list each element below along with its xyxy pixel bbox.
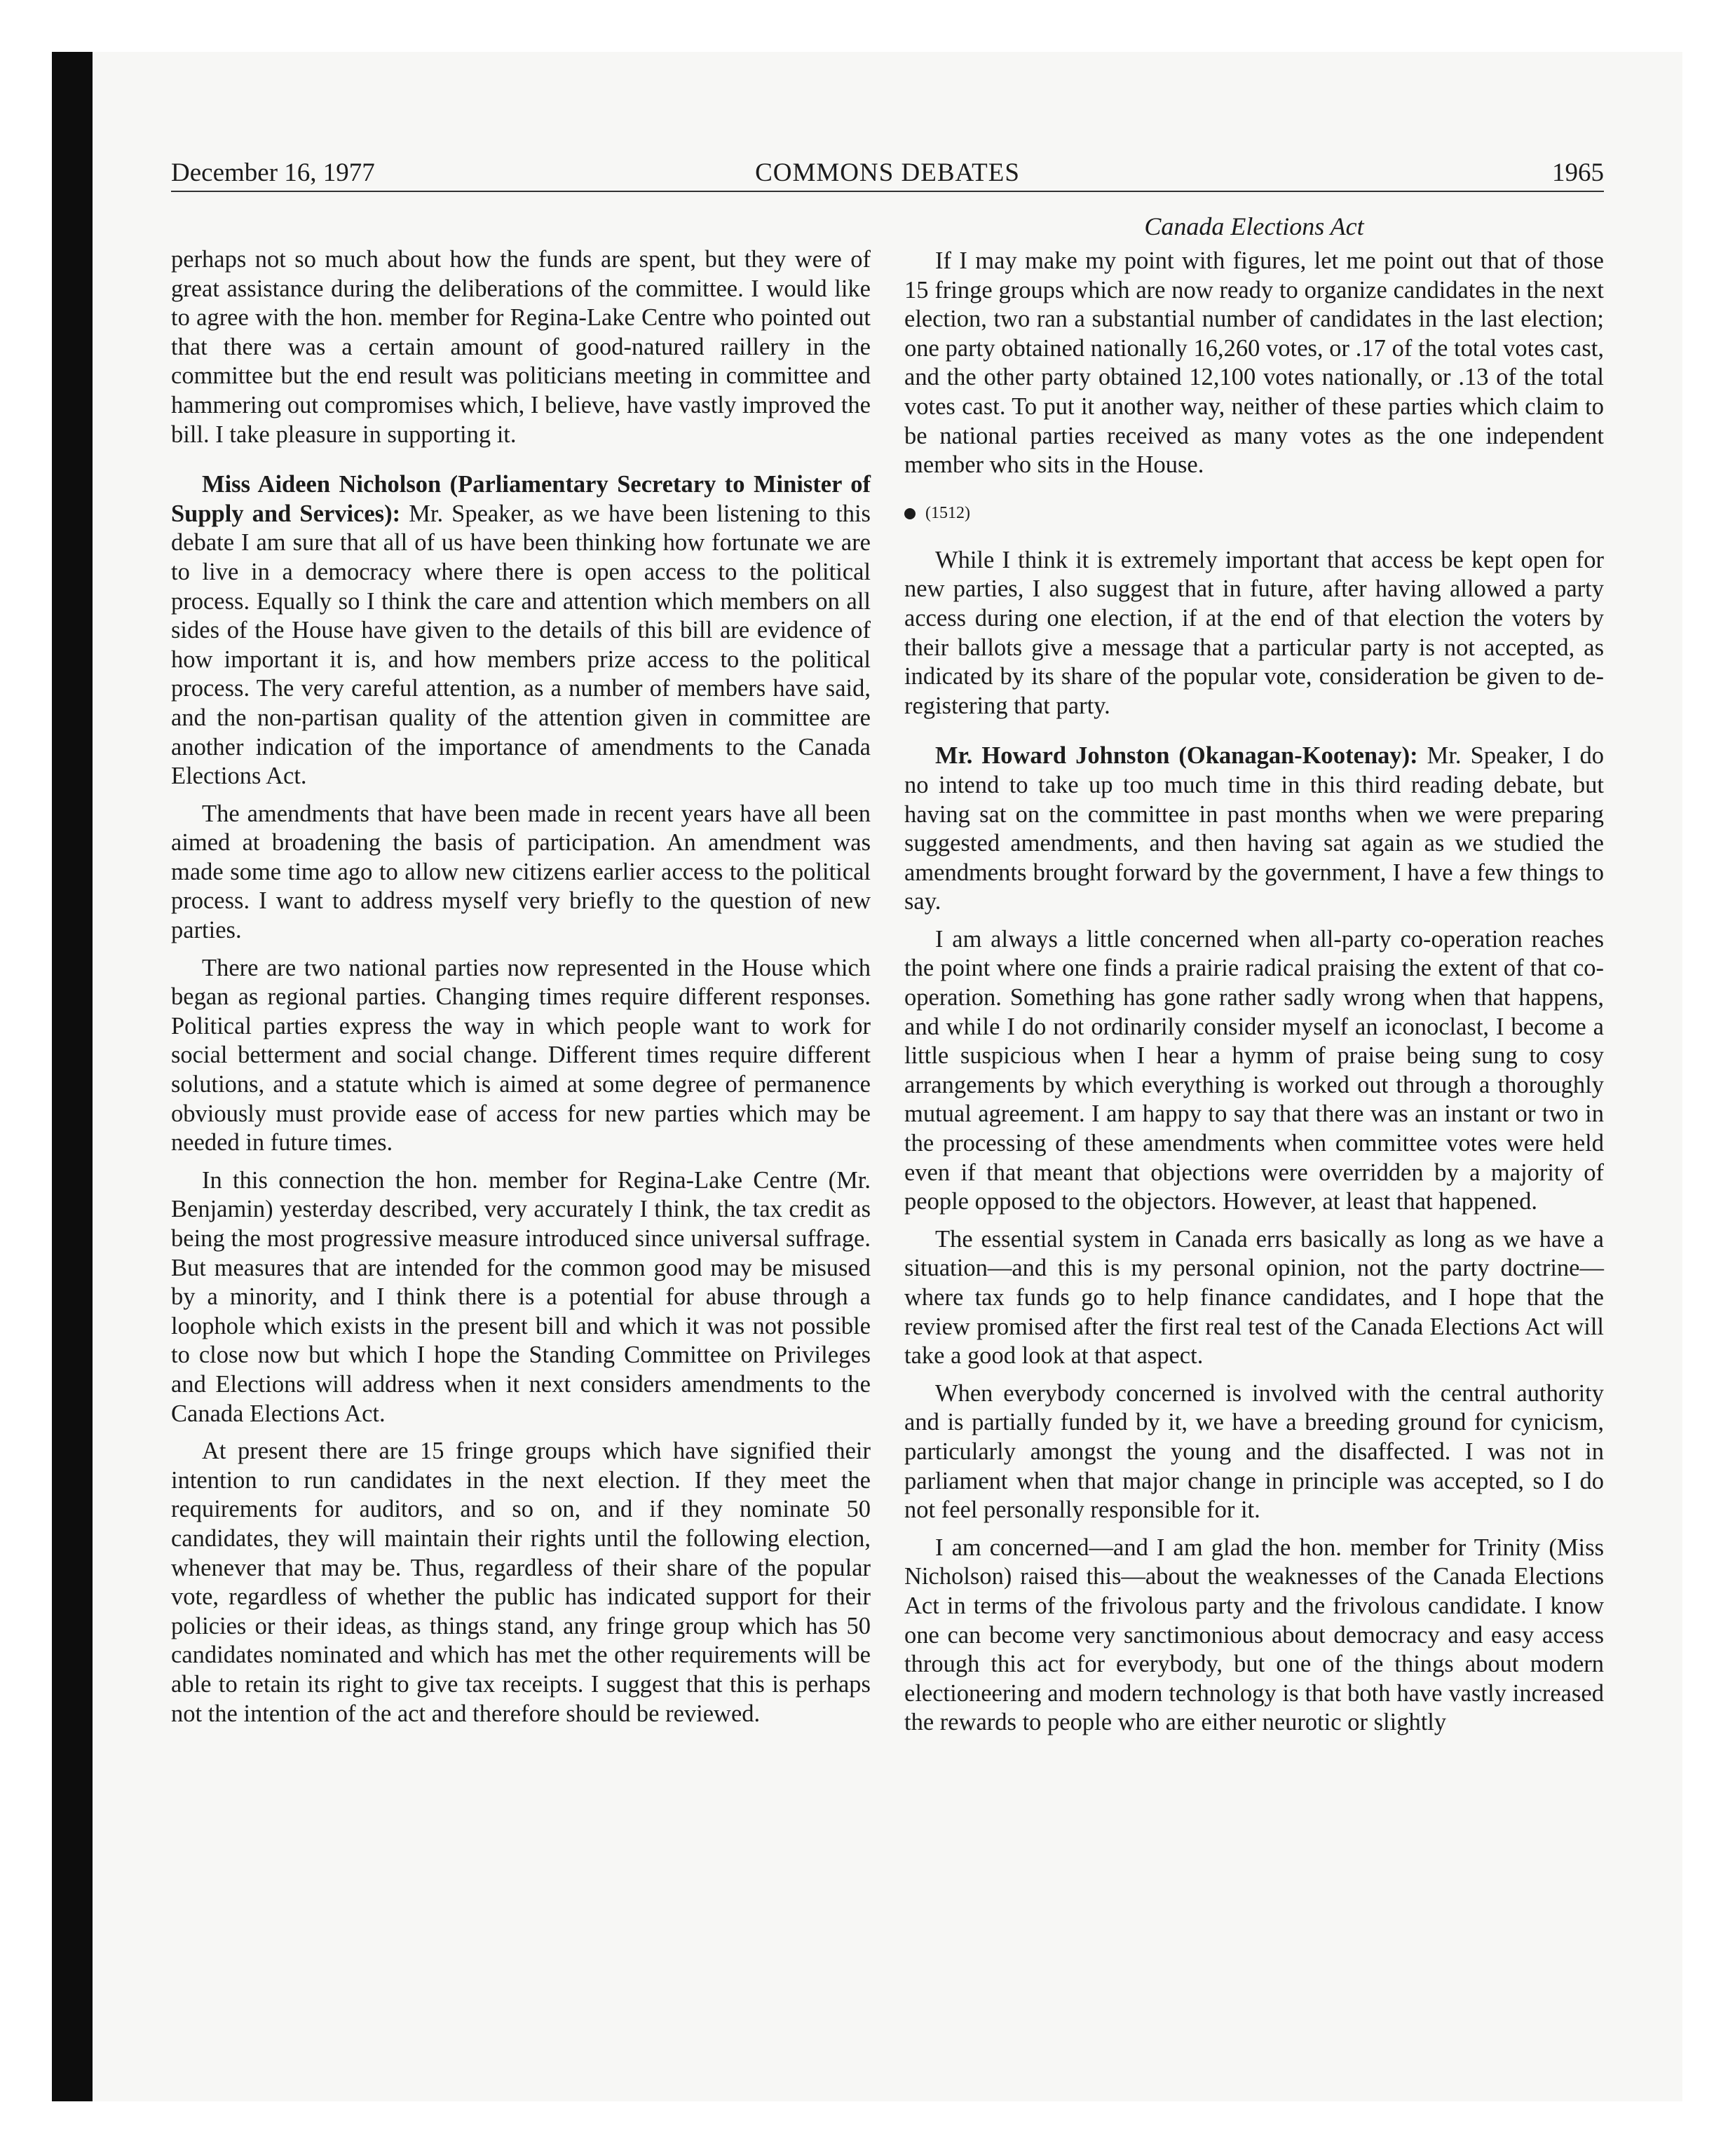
binding-shadow: [52, 52, 93, 2101]
speech-text: Mr. Speaker, as we have been listening to this debate I am sure that all of us have been thinking how fortunate we are to live in a democracy where there is open access to the political process. Equally so I think the care and attention which members on all sides of the House have given to the details of this bill are evidence of how important it is, and how members prize access to the political process. The very careful attention, as a number of members have said, and the non-partisan quality of the attention given in committee are another indication of the importance of amendments to the Canada Elections Act.: [171, 500, 871, 790]
paragraph: There are two national parties now represented in the House which began as regional parties. Changing times require different responses. Political parties express the way in which people want to work for social betterment and social change. Different times require different solutions, and a statute which is aimed at some degree of permanence obviously must provide ease of access for new parties which may be needed in future times.: [171, 954, 871, 1157]
paragraph: perhaps not so much about how the funds are spent, but they were of great assistance during the deliberations of the committee. I would like to agree with the hon. member for Regina-Lake Centre who pointed out that there was a certain amount of good-natured raillery in the committee but the end result was politicians meeting in committee and hammering out compromises which, I believe, have vastly improved the bill. I take pleasure in supporting it.: [171, 246, 871, 448]
paragraph: At present there are 15 fringe groups which have signified their intention to run candidates in the next election. If they meet the requirements for auditors, and so on, and if they nominate 50 candidates, they will maintain their rights until the following election, whenever that may be. Thus, regardless of their share of the popular vote, regardless of whether the public has indicated support for their policies or their ideas, as things stand, any fringe group which has 50 candidates nominated and which has met the other requirements will be able to retain its right to give tax receipts. I suggest that this is perhaps not the intention of the act and therefore should be reviewed.: [171, 1438, 871, 1727]
right-column: [904, 247, 1604, 1738]
header-rule: [171, 191, 1604, 192]
paragraph: The essential system in Canada errs basically as long as we have a situation—and this is my personal opinion, not the party doctrine—where tax funds go to help finance candidates, and I hope that the review promised after the first real test of the Canada Elections Act will take a good look at that aspect.: [904, 1225, 1604, 1370]
time-marker-text: (1512): [925, 503, 970, 522]
header-publication: COMMONS DEBATES: [755, 158, 1020, 187]
time-marker: [904, 501, 1604, 525]
left-column: [171, 245, 871, 1728]
paragraph: In this connection the hon. member for Regina-Lake Centre (Mr. Benjamin) yesterday described, very accurately I think, the tax credit as being the most progressive measure introduced since universal suffrage. But measures that are intended for the common good may be misused by a minority, and I think there is a potential for abuse through a loophole which exists in the present bill and which it was not possible to close now but which I hope the Standing Committee on Privileges and Elections will address when it next considers amendments to the Canada Elections Act.: [171, 1166, 871, 1427]
paragraph: If I may make my point with figures, let me point out that of those 15 fringe groups which are now ready to organize candidates in the next election, two ran a substantial number of candidates in the last election; one party obtained nationally 16,260 votes, or .17 of the total votes cast, and the other party obtained 12,100 votes nationally, or .13 of the total votes cast. To put it another way, neither of these parties which claim to be national parties received as many votes as the one independent member who sits in the House.: [904, 247, 1604, 479]
header-date: December 16, 1977: [171, 158, 375, 187]
speech-text: Mr. Speaker, I do no intend to take up too much time in this third reading debate, but having sat on the committee in past months when we were preparing suggested amendments, and then having sat again as we studied the amendments brought forward by the government, I have a few things to say.: [904, 742, 1604, 915]
paragraph: When everybody concerned is involved with the central authority and is partially funded by it, we have a breeding ground for cynicism, particularly amongst the young and the disaffected. I was not in parliament when that major change in principle was accepted, so I do not feel personally responsible for it.: [904, 1379, 1604, 1524]
speech-paragraph: [171, 470, 871, 791]
header-page-number: 1965: [1552, 158, 1604, 187]
paragraph: I am always a little concerned when all-party co-operation reaches the point where one finds a prairie radical praising the extent of that co-operation. Something has gone rather sadly wrong when that happens, and while I do not ordinarily consider myself an iconoclast, I become a little suspicious when I hear a hymm of praise being sung to cosy arrangements by which everything is worked out through a thoroughly mutual agreement. I am happy to say that there was an instant or two in the processing of these amendments when committee votes were held even if that meant that objections were overridden by a majority of people opposed to the objectors. However, at least that happened.: [904, 925, 1604, 1215]
paragraph: I am concerned—and I am glad the hon. member for Trinity (Miss Nicholson) raised this—about the weaknesses of the Canada Elections Act in terms of the frivolous party and the frivolous candidate. I know one can become very sanctimonious about democracy and easy access through this act for everybody, but one of the things about modern electioneering and modern technology is that both have vastly increased the rewards to people who are either neurotic or slightly: [904, 1534, 1604, 1736]
paragraph: While I think it is extremely important that access be kept open for new parties, I also suggest that in future, after having allowed a party access during one election, if at the end of that election the voters by their ballots give a message that a particular party is not accepted, as indicated by its share of the popular vote, consideration be given to de-registering that party.: [904, 546, 1604, 719]
paragraph: The amendments that have been made in recent years have all been aimed at broadening the basis of participation. An amendment was made some time ago to allow new citizens earlier access to the political process. I want to address myself very briefly to the question of new parties.: [171, 800, 871, 944]
speaker-name: Miss Aideen Nicholson (Parliamentary Secretary to Minister of Supply and Services):: [171, 471, 871, 527]
bullet-icon: [904, 508, 916, 519]
speaker-name: Mr. Howard Johnston (Okanagan-Kootenay):: [935, 742, 1418, 770]
running-header: [171, 156, 1604, 191]
section-title: Canada Elections Act: [1144, 212, 1364, 240]
speech-paragraph: [904, 742, 1604, 917]
